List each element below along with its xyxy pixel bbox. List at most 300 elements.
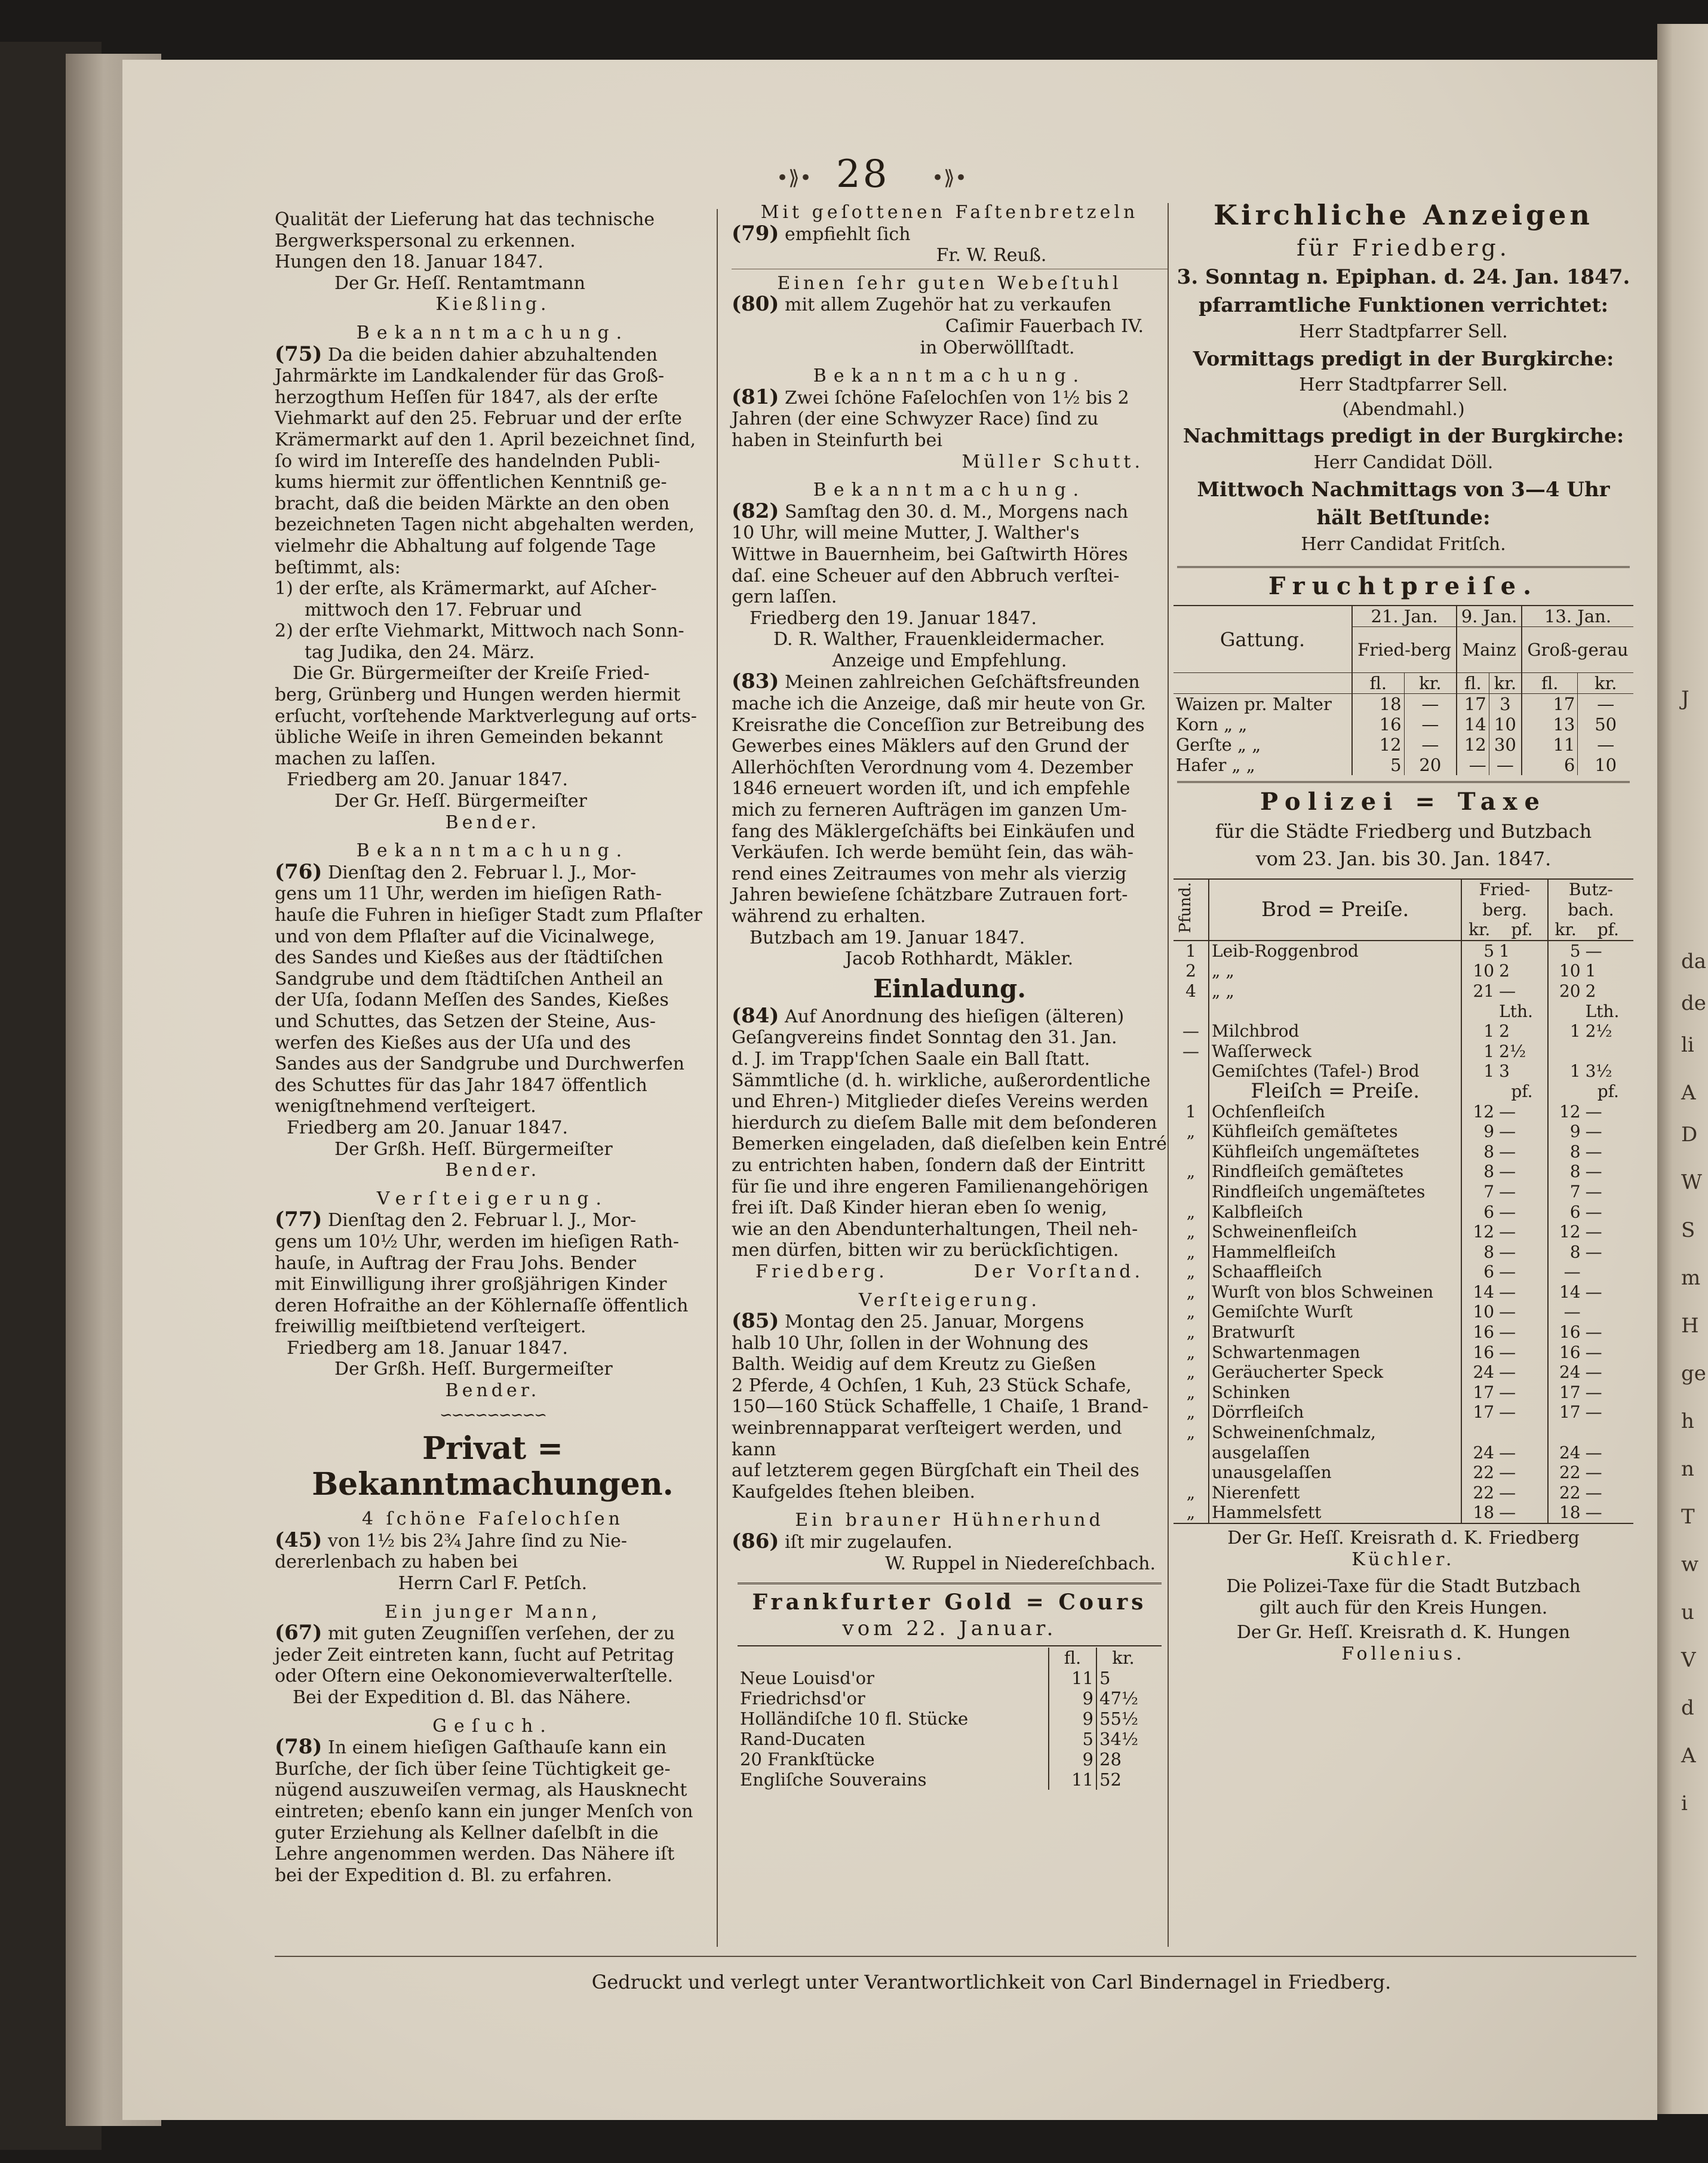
signature-title: Der Gr. Heſſ. Kreisrath d. K. Friedberg (1227, 1528, 1580, 1548)
table-cell: Rindfleiſch ungemäſtetes (1209, 1182, 1461, 1202)
table-cell: Lth. (1499, 1001, 1533, 1021)
notice-title: Bekanntmachung. (356, 840, 629, 862)
facing-page-letter: W (1681, 1170, 1702, 1194)
notice-82 (732, 480, 1168, 650)
facing-page-letter: i (1681, 1792, 1688, 1815)
table-cell: „ (1186, 1322, 1196, 1342)
table-cell (1174, 1001, 1209, 1022)
signature-place: in Oberwöllſtadt. (920, 337, 1075, 358)
text-line: mit guten Zeugniſſen verſehen, der zu (328, 1623, 675, 1645)
column-header: 9. Jan. (1457, 606, 1522, 627)
table-cell: — (1578, 694, 1633, 715)
table-cell: Waſſerweck (1209, 1041, 1461, 1062)
text-line: und Schuttes, das Setzen der Steine, Aus- (275, 1010, 656, 1032)
table-cell: 1 (1461, 1021, 1497, 1041)
table-row (738, 1709, 1150, 1729)
table-cell: 9 (1461, 1122, 1497, 1142)
text-line: hauſe die Fuhren in hieſiger Stadt zum Pflaſter (275, 905, 702, 926)
text-line: bracht, daß die beiden Märkte an den oben (275, 493, 670, 514)
text-line: gilt auch für den Kreis Hungen. (1259, 1597, 1548, 1618)
facing-page-letter: da (1681, 950, 1707, 973)
table-cell: — (1499, 1262, 1516, 1282)
table-row (1174, 1282, 1633, 1302)
signature-name: Caſimir Fauerbach IV. (945, 315, 1144, 337)
notice-number: (76) (275, 859, 322, 884)
table-cell: Kalbfleiſch (1209, 1202, 1461, 1222)
notice-number: (45) (275, 1528, 322, 1552)
printer-imprint: Gedruckt und verlegt unter Verantwortlichkeit von Carl Bindernagel in Friedberg. (591, 1971, 1391, 1993)
text-line: vielmehr die Abhaltung auf folgende Tage (275, 535, 656, 557)
text-line: berg, Grünberg und Hungen werden hiermit (275, 684, 681, 706)
facing-page-letter: D (1681, 1123, 1698, 1147)
text-line: Geſangvereins findet Sonntag den 31. Jan. (732, 1027, 1117, 1049)
text-line: Jahren (der eine Schwyzer Race) ſind zu (732, 408, 1099, 430)
table-cell: Lth. (1585, 1001, 1620, 1021)
table-cell: 24 (1461, 1362, 1497, 1382)
table-row (1174, 1041, 1633, 1062)
facing-page-letter: A (1681, 1081, 1696, 1105)
notice-title: Mit geſottenen Faſtenbretzeln (760, 202, 1139, 223)
facing-page-letter: w (1681, 1553, 1699, 1577)
table-cell: Waizen pr. Malter (1176, 694, 1332, 714)
table-cell: 8 (1461, 1242, 1497, 1262)
church-line: Vormittags predigt in der Burgkirche: (1193, 347, 1614, 370)
table-cell: — (1499, 1342, 1516, 1362)
notice-title: Bekanntmachung. (813, 480, 1086, 501)
notice-number: (80) (732, 292, 779, 317)
table-row (738, 1688, 1150, 1709)
table-cell: — (1182, 1041, 1199, 1061)
text-line: weinbrennapparat verſteigert werden, und kann (732, 1418, 1122, 1460)
table-cell: 9 (1049, 1709, 1096, 1729)
text-line: Wittwe in Bauernheim, bei Gaſtwirth Höres (732, 543, 1128, 565)
unit-label: fl. (1352, 673, 1404, 694)
church-line: Nachmittags predigt in der Burgkirche: (1182, 424, 1624, 447)
table-cell: „ (1186, 1503, 1196, 1523)
list-item: tag Judika, den 24. März. (305, 641, 535, 663)
table-cell: 17 (1548, 1402, 1583, 1422)
notice-number: (77) (275, 1208, 322, 1232)
table-cell: „ (1186, 1282, 1196, 1302)
table-cell: 10 (1489, 714, 1522, 735)
table-row (1174, 941, 1633, 961)
table-cell: — (1585, 1202, 1602, 1222)
table-cell: Schaaffleiſch (1209, 1262, 1461, 1282)
table-cell: 6 (1461, 1262, 1497, 1282)
column-header: Gattung. (1219, 628, 1305, 651)
table-cell: — (1499, 1503, 1516, 1523)
notice-79 (732, 202, 1168, 266)
table-cell: — (1499, 1122, 1516, 1142)
table-cell: 17 (1457, 694, 1489, 715)
table-cell: Ochſenfleiſch (1209, 1102, 1461, 1122)
text-line: eintreten; ebenſo kann ein junger Menſch von (275, 1801, 693, 1822)
column-header: Butz-bach. (1548, 880, 1633, 920)
notice-title: Geſuch. (432, 1715, 553, 1737)
notice-number: (75) (275, 342, 322, 366)
table-cell: — (1585, 1122, 1602, 1142)
meat-prices-heading: Fleiſch = Preiſe. (1209, 1082, 1461, 1102)
unit-label: fl. (1457, 673, 1489, 694)
table-cell: 16 (1461, 1322, 1497, 1342)
table-cell: 16 (1461, 1342, 1497, 1363)
table-cell (1583, 1262, 1633, 1282)
table-cell: — (1182, 1021, 1199, 1041)
table-cell: — (1499, 1382, 1516, 1402)
table-cell: Geräucherter Speck (1209, 1362, 1461, 1382)
table-cell: Hammelsfett (1209, 1503, 1461, 1523)
police-tax-subheading: für die Städte Friedberg und Butzbach (1215, 820, 1592, 843)
table-cell: 22 (1461, 1483, 1497, 1503)
table-cell: 24 (1548, 1362, 1583, 1382)
table-cell: — (1499, 1402, 1516, 1422)
text-line: Balth. Weidig auf dem Kreutz zu Gießen (732, 1354, 1096, 1375)
table-cell: „ „ (1209, 961, 1461, 981)
section-ornament: ∽∽∽∽∽∽∽∽∽ (439, 1406, 546, 1424)
column-3 (1174, 197, 1633, 1665)
table-cell: — (1585, 1141, 1602, 1162)
facing-page-letter: H (1681, 1314, 1699, 1338)
text-line: Dienſtag den 2. Februar l. J., Mor- (328, 1210, 637, 1231)
text-line: hauſe, in Auftrag der Frau Johs. Bender (275, 1252, 637, 1274)
table-cell: „ (1186, 1382, 1196, 1402)
table-cell: 11 (1522, 735, 1578, 755)
text-line: bezeichneten Tagen nicht abgehalten werden, (275, 514, 695, 536)
column-2 (732, 202, 1168, 1790)
church-notices-heading: Kirchliche Anzeigen (1214, 199, 1593, 231)
table-cell: 12 (1461, 1222, 1497, 1242)
table-cell: — (1578, 735, 1633, 755)
table-cell: — (1585, 1101, 1602, 1122)
text-line: Kreisrathe die Conceſſion zur Betreibung des (732, 714, 1145, 736)
table-cell: Neue Louisd'or (740, 1668, 875, 1689)
table-cell (1583, 1041, 1633, 1062)
notice-number: (82) (732, 499, 779, 523)
table-cell: Leib-Roggenbrod (1209, 941, 1461, 961)
text-line: oder Oſtern eine Oekonomieverwalterſtelle. (275, 1666, 674, 1687)
table-cell: 18 (1352, 694, 1404, 715)
gold-course-table (738, 1648, 1150, 1790)
table-cell: 10 (1461, 961, 1497, 981)
signature-name: Follenius. (1341, 1643, 1466, 1664)
table-cell: 17 (1522, 694, 1578, 715)
table-cell: — (1548, 1262, 1583, 1282)
table-header-row (738, 1648, 1150, 1668)
table-cell: 2 (1185, 961, 1196, 981)
table-cell: 1 (1461, 1041, 1497, 1062)
table-cell (1461, 1422, 1497, 1443)
table-cell: — (1499, 1101, 1516, 1122)
notice-title: Ein brauner Hühnerhund (795, 1510, 1104, 1531)
table-cell: Nierenfett (1209, 1483, 1461, 1503)
text-line: Verkäufen. Ich werde bemüht ſein, das wäh- (732, 842, 1133, 864)
signature-name: Müller Schutt. (961, 451, 1144, 472)
table-cell: 22 (1461, 1463, 1497, 1483)
table-cell: 8 (1548, 1142, 1583, 1162)
table-cell: 8 (1548, 1162, 1583, 1182)
table-row (1174, 1422, 1633, 1443)
text-line: übliche Weiſe in ihren Gemeinden bekannt (275, 727, 663, 748)
text-line: Sämmtliche (d. h. wirkliche, außerordentliche (732, 1070, 1151, 1091)
table-cell (1174, 1443, 1209, 1463)
text-line: Meinen zahlreichen Geſchäftsfreunden (785, 672, 1140, 693)
notice-67 (275, 1602, 711, 1709)
table-cell: 17 (1461, 1402, 1497, 1422)
section-rule (1177, 781, 1630, 783)
table-cell (1174, 1061, 1209, 1082)
table-row (1174, 1483, 1633, 1503)
signature-title: Der Gr. Heſſ. Bürgermeiſter (334, 791, 588, 812)
table-row (1174, 1102, 1633, 1122)
table-cell: 20 (1404, 755, 1457, 775)
table-cell: 14 (1457, 714, 1489, 735)
signature-name: Bender. (445, 1380, 540, 1402)
table-cell (1548, 1082, 1583, 1102)
list-item: 1) der erſte, als Krämermarkt, auf Aſcher- (275, 578, 657, 600)
text-line: gern laſſen. (732, 586, 837, 608)
table-row (738, 1749, 1150, 1769)
text-line: werfen des Kießes aus der Uſa und des (275, 1032, 631, 1053)
table-cell: 5 (1548, 941, 1583, 961)
text-line: herzogthum Heſſen für 1847, als der erſte (275, 386, 658, 408)
table-cell: Wurſt von blos Schweinen (1209, 1282, 1461, 1302)
column-header: 21. Jan. (1352, 606, 1457, 627)
text-line: d. J. im Trapp'ſchen Saale ein Ball ſtatt. (732, 1048, 1090, 1070)
facing-page-letter: n (1681, 1457, 1694, 1481)
police-tax-table (1174, 880, 1633, 1523)
facing-page-letter: V (1681, 1648, 1696, 1672)
table-cell: 9 (1049, 1688, 1096, 1709)
text-line: Qualität der Lieferung hat das technische (275, 209, 655, 230)
text-line: frei iſt. Daß Kinder hieran eben ſo wenig, (732, 1197, 1107, 1219)
table-cell: 24 (1548, 1443, 1583, 1463)
column-header: Mainz (1457, 627, 1522, 673)
text-line: gens um 11 Uhr, werden im hieſigen Rath- (275, 883, 662, 905)
facing-page-letter: A (1681, 1744, 1696, 1768)
notice-date: Friedberg am 18. Januar 1847. (287, 1337, 569, 1359)
footer-rule (275, 1956, 1636, 1957)
table-cell: „ (1186, 1362, 1196, 1382)
table-cell: — (1585, 1242, 1602, 1262)
notice-80 (732, 273, 1168, 358)
church-line: pfarramtliche Funktionen verrichtet: (1199, 293, 1608, 317)
bread-rows (1174, 941, 1633, 1082)
table-cell: 11 (1049, 1769, 1096, 1790)
table-cell: „ (1186, 1262, 1196, 1282)
table-cell: „ (1186, 1242, 1196, 1262)
police-tax-period: vom 23. Jan. bis 30. Jan. 1847. (1255, 847, 1552, 870)
meat-heading-row (1174, 1082, 1633, 1102)
table-cell: — (1499, 1482, 1516, 1503)
table-cell: Holländiſche 10 fl. Stücke (740, 1709, 969, 1729)
table-cell: 1 (1461, 1061, 1497, 1082)
text-line: wenigſtnehmend verſteigert. (275, 1096, 536, 1117)
text-line: Dienſtag den 2. Februar l. J., Mor- (328, 862, 637, 883)
table-cell: Schinken (1209, 1382, 1461, 1403)
text-line: empfiehlt ſich (785, 223, 911, 245)
text-line: Sandes aus der Sandgrube und Durchwerfen (275, 1053, 685, 1075)
table-cell (1174, 1082, 1209, 1102)
notice-84 (732, 1003, 1168, 1283)
notice-title: Bekanntmachung. (356, 322, 629, 343)
text-line: Krämermarkt auf den 1. April bezeichnet ſind, (275, 429, 696, 450)
private-announcements-heading: Privat = Bekanntmachungen. (312, 1430, 674, 1503)
unit-label: fl. (1522, 673, 1578, 694)
table-cell: — (1585, 1222, 1602, 1242)
text-line: der Uſa, ſodann Meſſen des Sandes, Kießes (275, 990, 669, 1011)
table-cell: 22 (1548, 1483, 1583, 1503)
text-line: kums hiermit zur öffentlichen Kenntniß ge- (275, 472, 667, 493)
table-header-row (1174, 606, 1633, 627)
table-cell: „ (1186, 1122, 1196, 1142)
column-header: Fried-berg (1352, 627, 1457, 673)
table-cell: — (1585, 1402, 1602, 1422)
table-row (1174, 1382, 1633, 1403)
table-cell: 2½ (1499, 1041, 1526, 1061)
unit-label: pf. (1511, 920, 1533, 940)
table-cell: Friedrichsd'or (740, 1688, 865, 1709)
table-row (1174, 1262, 1633, 1282)
table-cell: — (1585, 1282, 1602, 1302)
table-cell: 8 (1461, 1142, 1497, 1162)
notice-81 (732, 365, 1168, 472)
table-cell: Schwartenmagen (1209, 1342, 1461, 1363)
table-cell: — (1489, 755, 1522, 775)
signature-name: Bender. (445, 1160, 540, 1181)
table-cell: Kühfleiſch ungemäſtetes (1209, 1142, 1461, 1162)
table-cell: — (1499, 1222, 1516, 1242)
table-row (1174, 1302, 1633, 1322)
text-line: Samſtag den 30. d. M., Morgens nach (785, 501, 1129, 523)
section-rule (1177, 566, 1630, 568)
table-cell: „ (1186, 1222, 1196, 1242)
notice-number: (78) (275, 1735, 322, 1759)
table-cell: 7 (1548, 1182, 1583, 1202)
notice-45 (275, 1508, 711, 1594)
table-cell: 14 (1461, 1282, 1497, 1302)
text-line: Sandgrube und dem ſtädtiſchen Antheil an (275, 968, 663, 990)
text-line: hierdurch zu dieſem Balle mit dem beſonderen (732, 1112, 1157, 1133)
table-cell: — (1585, 1162, 1602, 1182)
signature-title: Der Grßh. Heſſ. Burgermeiſter (334, 1359, 613, 1380)
unit-label: kr. (1461, 920, 1497, 941)
table-cell: 14 (1548, 1282, 1583, 1302)
table-cell: — (1585, 1503, 1602, 1523)
table-row (1174, 961, 1633, 981)
gold-course-date: vom 22. Januar. (842, 1617, 1057, 1641)
text-line: Bergwerkspersonal zu erkennen. (275, 230, 576, 251)
table-cell (1583, 1422, 1633, 1443)
table-cell: 16 (1548, 1322, 1583, 1342)
table-cell: Bratwurſt (1209, 1322, 1461, 1342)
notice-83 (732, 650, 1168, 970)
table-cell (1461, 1082, 1497, 1102)
table-cell: Gemiſchte Wurſt (1209, 1302, 1461, 1322)
table-cell: — (1585, 1322, 1602, 1342)
police-tax-heading: Polizei = Taxe (1260, 788, 1547, 816)
table-cell: 10 (1578, 755, 1633, 775)
list-item: mittwoch den 17. Februar und (305, 599, 582, 620)
church-line: 3. Sonntag n. Epiphan. d. 24. Jan. 1847. (1176, 265, 1630, 289)
table-cell: 6 (1461, 1202, 1497, 1222)
unit-label: pf. (1597, 1081, 1619, 1101)
text-line: wie an den Abendunterhaltungen, Theil neh- (732, 1218, 1138, 1240)
table-cell: — (1404, 735, 1457, 755)
text-line: während zu erhalten. (732, 906, 926, 927)
table-cell: „ (1186, 1402, 1196, 1422)
facing-page-letter: T (1681, 1505, 1695, 1529)
table-row (1174, 1322, 1633, 1342)
table-cell: ausgelaſſen (1209, 1443, 1461, 1463)
table-cell: Hammelfleiſch (1209, 1242, 1461, 1262)
table-row (1174, 1342, 1633, 1363)
facing-page-letter: m (1681, 1266, 1701, 1290)
police-table-bottom-rule (1174, 1523, 1633, 1524)
notice-85 (732, 1290, 1168, 1503)
table-cell: 2 (1499, 1021, 1510, 1041)
table-cell: Hafer „ „ (1176, 755, 1255, 775)
church-line: Herr Stadtpfarrer Sell. (1299, 374, 1508, 395)
table-cell: unausgelaſſen (1209, 1463, 1461, 1483)
signature-name: Jacob Rothhardt, Mäkler. (845, 948, 1074, 970)
table-row (1174, 1202, 1633, 1222)
table-cell: 9 (1548, 1122, 1583, 1142)
signature-title: Der Grßh. Heſſ. Bürgermeiſter (334, 1138, 613, 1160)
notice-77 (275, 1188, 711, 1402)
table-cell: — (1585, 1463, 1602, 1483)
facing-page-letter: u (1681, 1600, 1694, 1624)
text-line: 1846 erneuert worden iſt, und ich empfehle (732, 778, 1131, 800)
table-row (1174, 755, 1633, 775)
text-line: bei der Expedition d. Bl. zu erfahren. (275, 1864, 613, 1886)
table-row (1174, 1362, 1633, 1382)
table-cell: 10 (1548, 961, 1583, 981)
notice-date: Friedberg den 19. Januar 1847. (749, 607, 1037, 629)
text-line: Hungen den 18. Januar 1847. (275, 251, 543, 273)
table-cell: „ (1186, 1342, 1196, 1362)
table-cell (738, 1648, 1049, 1668)
notice-86 (732, 1510, 1168, 1574)
church-line: Mittwoch Nachmittags von 3—4 Uhr (1197, 478, 1610, 502)
table-cell: — (1499, 1141, 1516, 1162)
invitation-heading: Einladung. (873, 973, 1027, 1003)
table-cell: — (1548, 1302, 1583, 1322)
table-cell: — (1404, 714, 1457, 735)
text-line: Burſche, der ſich über ſeine Tüchtigkeit ge- (275, 1758, 671, 1780)
table-row (1174, 1142, 1633, 1162)
table-units-row (1174, 673, 1633, 694)
table-cell: — (1585, 1382, 1602, 1402)
table-cell: „ (1186, 1422, 1196, 1443)
table-cell: 5 (1461, 941, 1497, 961)
notice-number: (83) (732, 669, 779, 694)
notice-date: Friedberg am 20. Januar 1847. (287, 769, 569, 791)
text-line: machen zu laſſen. (275, 748, 437, 769)
table-cell: — (1499, 1322, 1516, 1342)
table-row (1174, 1222, 1633, 1242)
table-cell (1174, 1463, 1209, 1483)
text-line: rend eines Zeitraumes von mehr als vierzig (732, 863, 1127, 884)
text-line: zu entrichten haben, ſondern daß der Eintritt (732, 1154, 1145, 1176)
text-line: dererlenbach zu haben bei (275, 1551, 518, 1573)
unit-label: pf. (1511, 1081, 1533, 1101)
table-cell: 17 (1461, 1382, 1497, 1403)
table-row (1174, 1162, 1633, 1182)
notice-78 (275, 1716, 711, 1887)
table-cell: — (1499, 981, 1516, 1001)
table-cell: „ „ (1209, 981, 1461, 1001)
notice-75 (275, 322, 711, 833)
